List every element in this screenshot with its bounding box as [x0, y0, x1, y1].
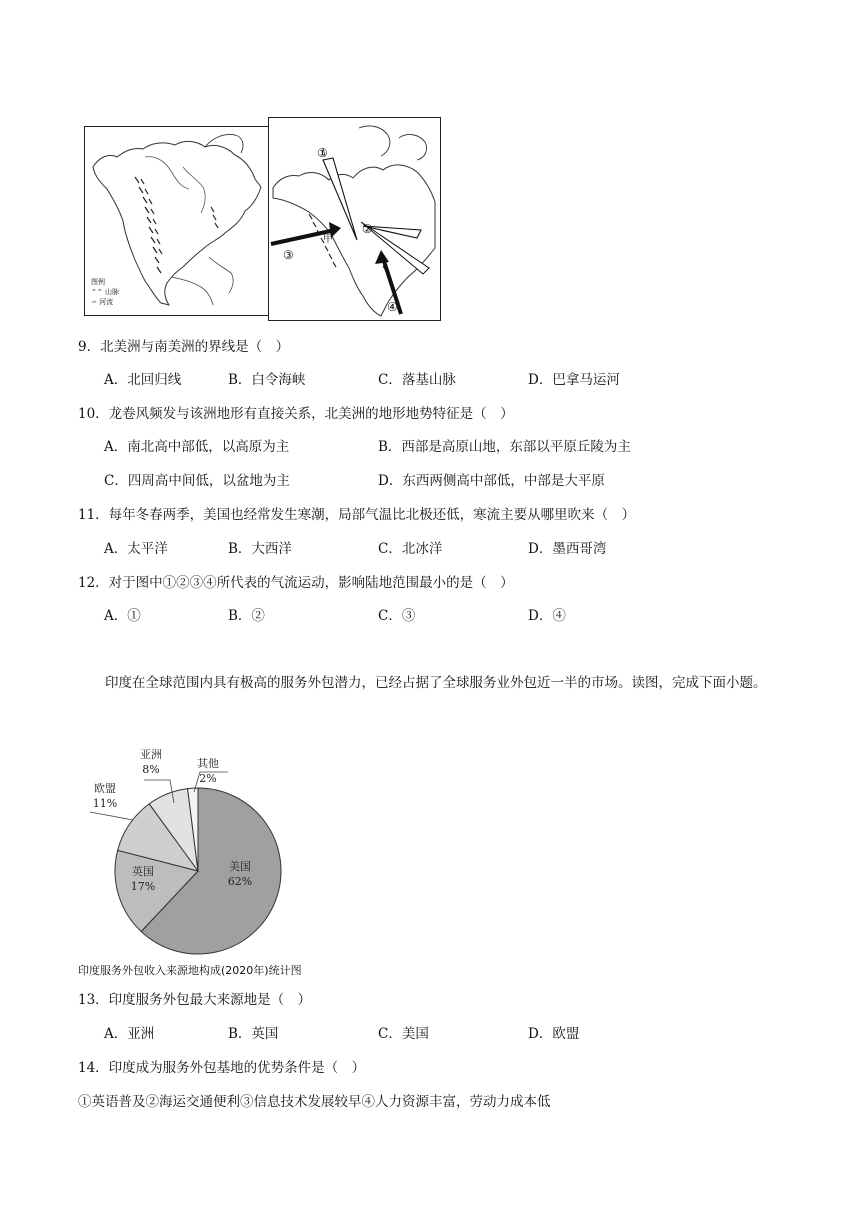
q11-option-a[interactable]: A．太平洋	[104, 541, 168, 557]
airflow-map-svg	[269, 118, 440, 320]
slice-value-label-1: 17%	[130, 880, 156, 893]
q12-option-b[interactable]: B．②	[228, 608, 265, 624]
question-11: 11．每年冬春两季，美国也经常发生寒潮，局部气温比北极还低，寒流主要从哪里吹来（ ）	[78, 507, 636, 523]
legend-river-label: 河流	[99, 298, 114, 306]
q13-option-c[interactable]: C．美国	[378, 1026, 429, 1042]
legend-mountain-label: 山脉	[104, 288, 119, 296]
q12-option-d[interactable]: D．④	[528, 608, 566, 624]
q13-option-d[interactable]: D．欧盟	[528, 1026, 580, 1042]
slice-value-label-4: 2%	[199, 772, 217, 785]
q9-option-a[interactable]: A．北回归线	[104, 372, 182, 388]
q9-option-d[interactable]: D．巴拿马运河	[528, 372, 620, 388]
slice-value-label-3: 8%	[142, 763, 160, 776]
airflow-label-3: ③	[283, 248, 294, 262]
q10-option-a[interactable]: A．南北高中部低，以高原为主	[104, 439, 290, 455]
chart-caption: 印度服务外包收入来源地构成(2020年)统计图	[78, 964, 302, 977]
airflow-label-1: ①	[317, 146, 328, 160]
slice-category-label-3: 亚洲	[140, 748, 162, 761]
q11-option-d[interactable]: D．墨西哥湾	[528, 541, 607, 557]
north-america-airflow-map	[268, 117, 441, 321]
legend-river-row	[91, 297, 119, 307]
question-14: 14．印度成为服务外包基地的优势条件是（ ）	[78, 1060, 366, 1076]
north-america-relief-map	[84, 126, 269, 316]
leader-line-2	[90, 812, 133, 820]
slice-category-label-4: 其他	[197, 757, 219, 770]
q9-option-c[interactable]: C．落基山脉	[378, 372, 456, 388]
airflow-label-2: ②	[362, 222, 373, 236]
q13-option-a[interactable]: A．亚洲	[104, 1026, 155, 1042]
location-jia-label: 甲	[323, 234, 333, 245]
q13-option-b[interactable]: B．英国	[228, 1026, 279, 1042]
map-legend	[91, 277, 119, 307]
reading-passage: 印度在全球范围内具有极高的服务外包潜力，已经占据了全球服务业外包近一半的市场。读图，完成下面小题。	[105, 675, 767, 691]
q10-option-d[interactable]: D．东西两侧高中部低，中部是大平原	[378, 473, 605, 489]
slice-category-label-1: 英国	[132, 865, 154, 878]
airflow-label-4: ④	[387, 300, 398, 314]
slice-category-label-2: 欧盟	[94, 782, 116, 795]
legend-mountain-row	[91, 287, 119, 297]
outsourcing-pie-chart	[78, 730, 318, 958]
river-icon: ∽	[91, 298, 97, 306]
q10-option-b[interactable]: B．西部是高原山地，东部以平原丘陵为主	[378, 439, 631, 455]
legend-title: 图例	[91, 278, 105, 286]
slice-value-label-2: 11%	[92, 797, 118, 810]
q12-option-a[interactable]: A．①	[104, 608, 141, 624]
mountain-icon: ⌃⌃	[91, 288, 103, 296]
q10-option-c[interactable]: C．四周高中间低，以盆地为主	[104, 473, 290, 489]
question-13: 13．印度服务外包最大来源地是（ ）	[78, 992, 312, 1008]
q12-option-c[interactable]: C．③	[378, 608, 416, 624]
q11-option-c[interactable]: C．北冰洋	[378, 541, 443, 557]
question-12: 12．对于图中①②③④所代表的气流运动，影响陆地范围最小的是（ ）	[78, 575, 514, 591]
q11-option-b[interactable]: B．大西洋	[228, 541, 292, 557]
question-10: 10．龙卷风频发与该洲地形有直接关系，北美洲的地形地势特征是（ ）	[78, 406, 514, 422]
question-9: 9．北美洲与南美洲的界线是（ ）	[78, 339, 290, 355]
q14-statements: ①英语普及②海运交通便利③信息技术发展较早④人力资源丰富，劳动力成本低	[78, 1094, 551, 1110]
slice-value-label-0: 62%	[227, 875, 253, 888]
q9-option-b[interactable]: B．白令海峡	[228, 372, 306, 388]
slice-category-label-0: 美国	[229, 860, 251, 873]
